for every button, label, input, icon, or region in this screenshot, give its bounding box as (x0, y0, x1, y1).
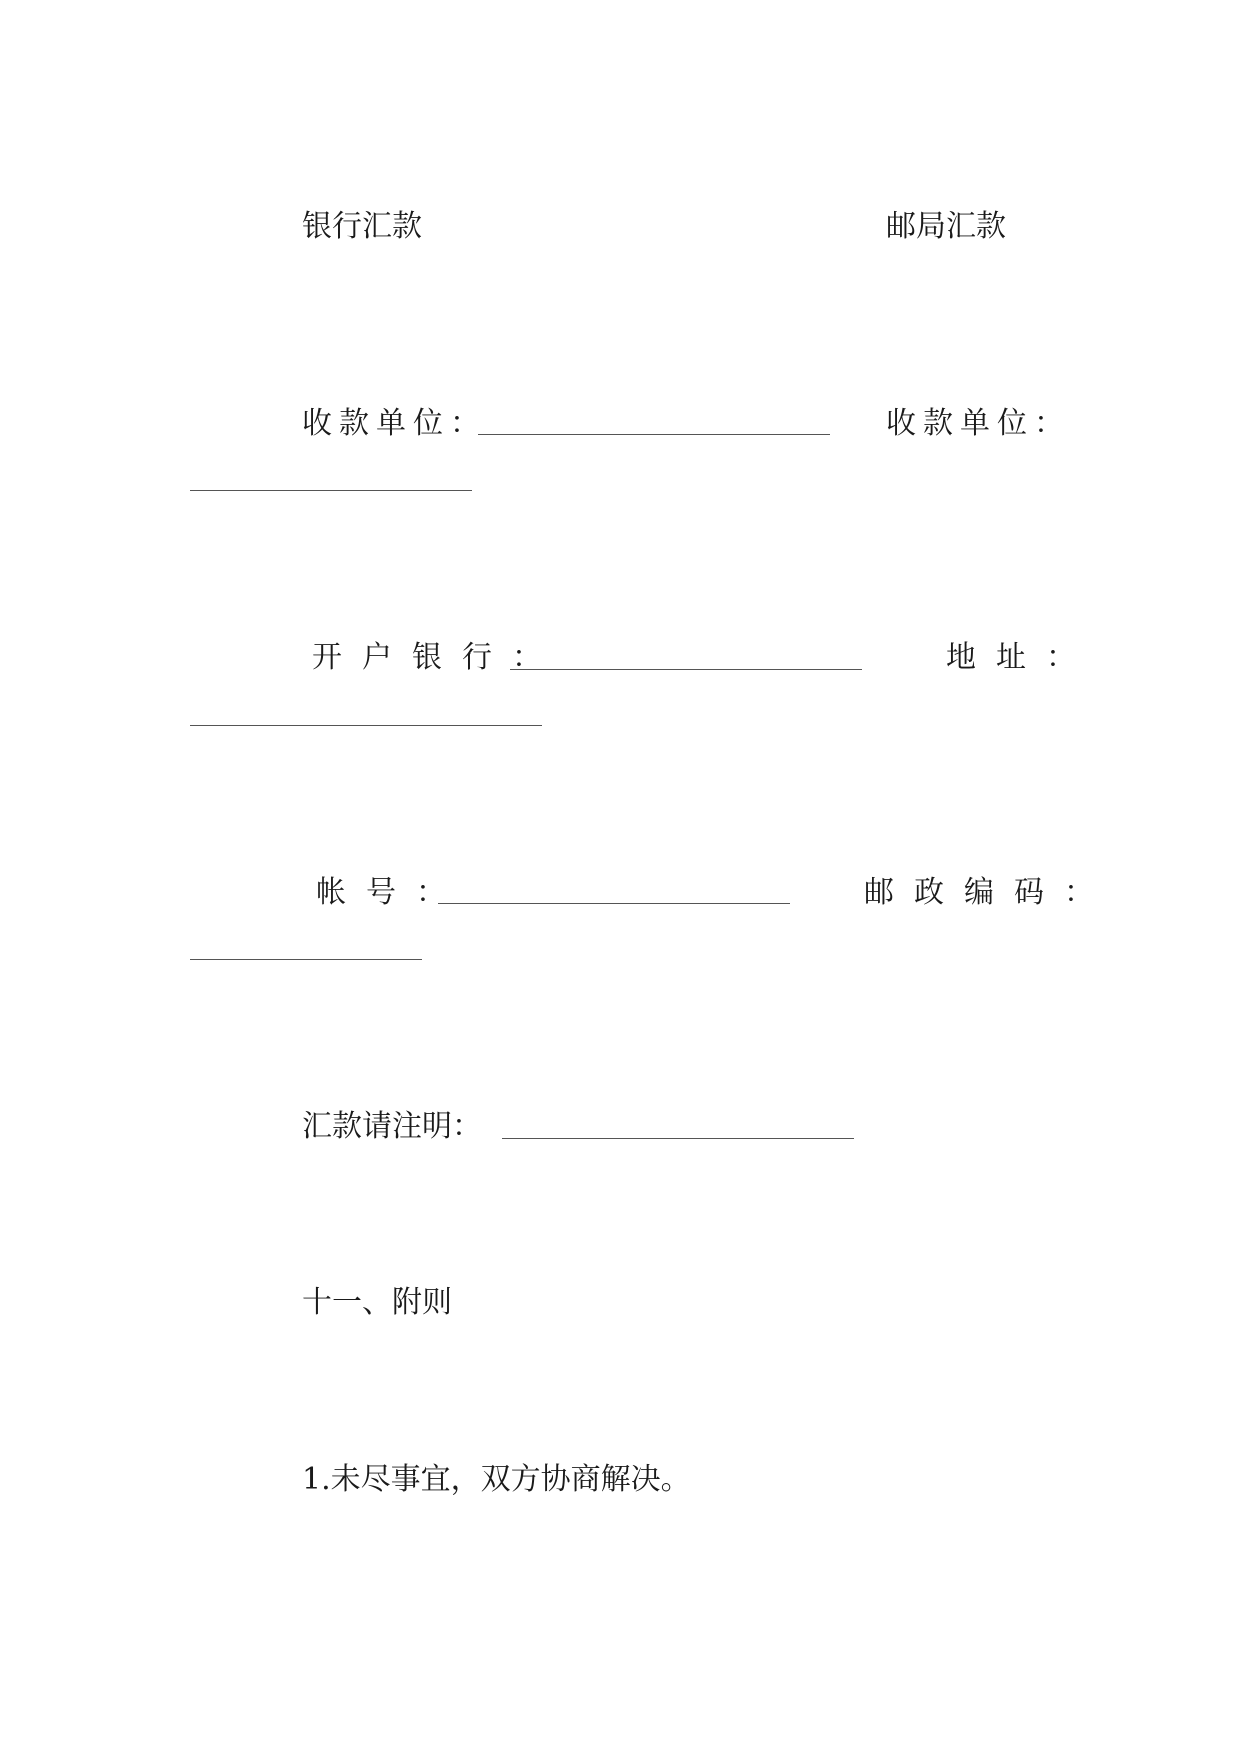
post-payee-label: 收款单位： (886, 406, 1071, 441)
bank-name-label: 开户银行： (312, 640, 562, 675)
remittance-note-blank (502, 1138, 854, 1139)
post-address-label: 地址： (946, 640, 1096, 675)
postcode-label: 邮政编码： (864, 875, 1114, 910)
post-payee-blank (190, 490, 472, 491)
post-remittance-heading: 邮局汇款 (886, 209, 1006, 244)
postcode-blank (190, 959, 422, 960)
bank-payee-label: 收款单位： (302, 406, 487, 441)
bank-remittance-heading: 银行汇款 (302, 209, 422, 244)
bank-name-blank (510, 669, 862, 670)
clause-item-1: 1.未尽事宜，双方协商解决。 (302, 1462, 691, 1497)
section-heading: 十一、附则 (302, 1285, 452, 1320)
remittance-note-label: 汇款请注明： (302, 1109, 482, 1144)
account-blank (438, 903, 790, 904)
post-address-blank (190, 725, 542, 726)
account-label: 帐号： (316, 875, 466, 910)
bank-payee-blank (478, 434, 830, 435)
